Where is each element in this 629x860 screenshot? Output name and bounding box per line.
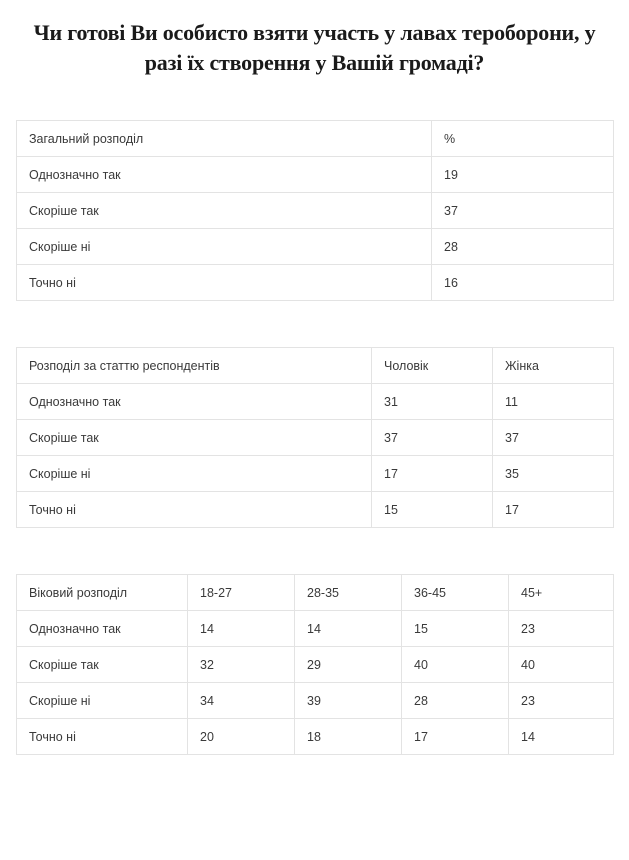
column-header: 36-45 [402,575,509,611]
table-row [17,683,614,719]
table-row [17,719,614,755]
table-row [17,420,614,456]
row-value: 23 [509,683,614,719]
row-value: 35 [493,456,614,492]
gender-distribution-table-block [16,347,613,528]
row-label: Скоріше так [17,647,188,683]
row-value: 37 [372,420,493,456]
row-value: 18 [295,719,402,755]
row-value: 19 [432,157,614,193]
column-header: Загальний розподіл [17,121,432,157]
table-row [17,384,614,420]
row-value: 14 [295,611,402,647]
row-label: Однозначно так [17,157,432,193]
row-value: 16 [432,265,614,301]
column-header: 45+ [509,575,614,611]
table-row [17,492,614,528]
table-header-row [17,348,614,384]
survey-results-page [0,18,629,755]
gender-distribution-table [16,347,614,528]
overall-distribution-table-block [16,120,613,301]
table-row [17,456,614,492]
column-header: 18-27 [188,575,295,611]
row-value: 39 [295,683,402,719]
row-value: 31 [372,384,493,420]
table-row [17,193,614,229]
age-distribution-table-block [16,574,613,755]
row-value: 23 [509,611,614,647]
row-value: 40 [509,647,614,683]
table-row [17,265,614,301]
row-value: 32 [188,647,295,683]
row-label: Точно ні [17,492,372,528]
column-header: Чоловік [372,348,493,384]
row-value: 15 [402,611,509,647]
table-row [17,229,614,265]
column-header: Жінка [493,348,614,384]
row-label: Однозначно так [17,384,372,420]
table-header-row [17,121,614,157]
row-value: 15 [372,492,493,528]
page-title: Чи готові Ви особисто взяти участь у лавах тероборони, у разі їх створення у Вашій громаді? [33,20,596,75]
row-value: 40 [402,647,509,683]
row-value: 11 [493,384,614,420]
table-row [17,157,614,193]
table-row [17,611,614,647]
row-value: 37 [432,193,614,229]
table-header-row [17,575,614,611]
row-value: 34 [188,683,295,719]
row-value: 29 [295,647,402,683]
row-value: 14 [509,719,614,755]
column-header: % [432,121,614,157]
row-value: 28 [402,683,509,719]
row-label: Однозначно так [17,611,188,647]
row-label: Скоріше ні [17,456,372,492]
overall-distribution-table [16,120,614,301]
row-label: Точно ні [17,265,432,301]
row-label: Точно ні [17,719,188,755]
column-header: 28-35 [295,575,402,611]
row-label: Скоріше так [17,420,372,456]
row-value: 17 [372,456,493,492]
row-label: Скоріше так [17,193,432,229]
row-value: 17 [493,492,614,528]
row-label: Скоріше ні [17,683,188,719]
row-value: 28 [432,229,614,265]
row-value: 17 [402,719,509,755]
row-label: Скоріше ні [17,229,432,265]
row-value: 37 [493,420,614,456]
age-distribution-table [16,574,614,755]
column-header: Віковий розподіл [17,575,188,611]
row-value: 20 [188,719,295,755]
column-header: Розподіл за статтю респондентів [17,348,372,384]
row-value: 14 [188,611,295,647]
table-row [17,647,614,683]
